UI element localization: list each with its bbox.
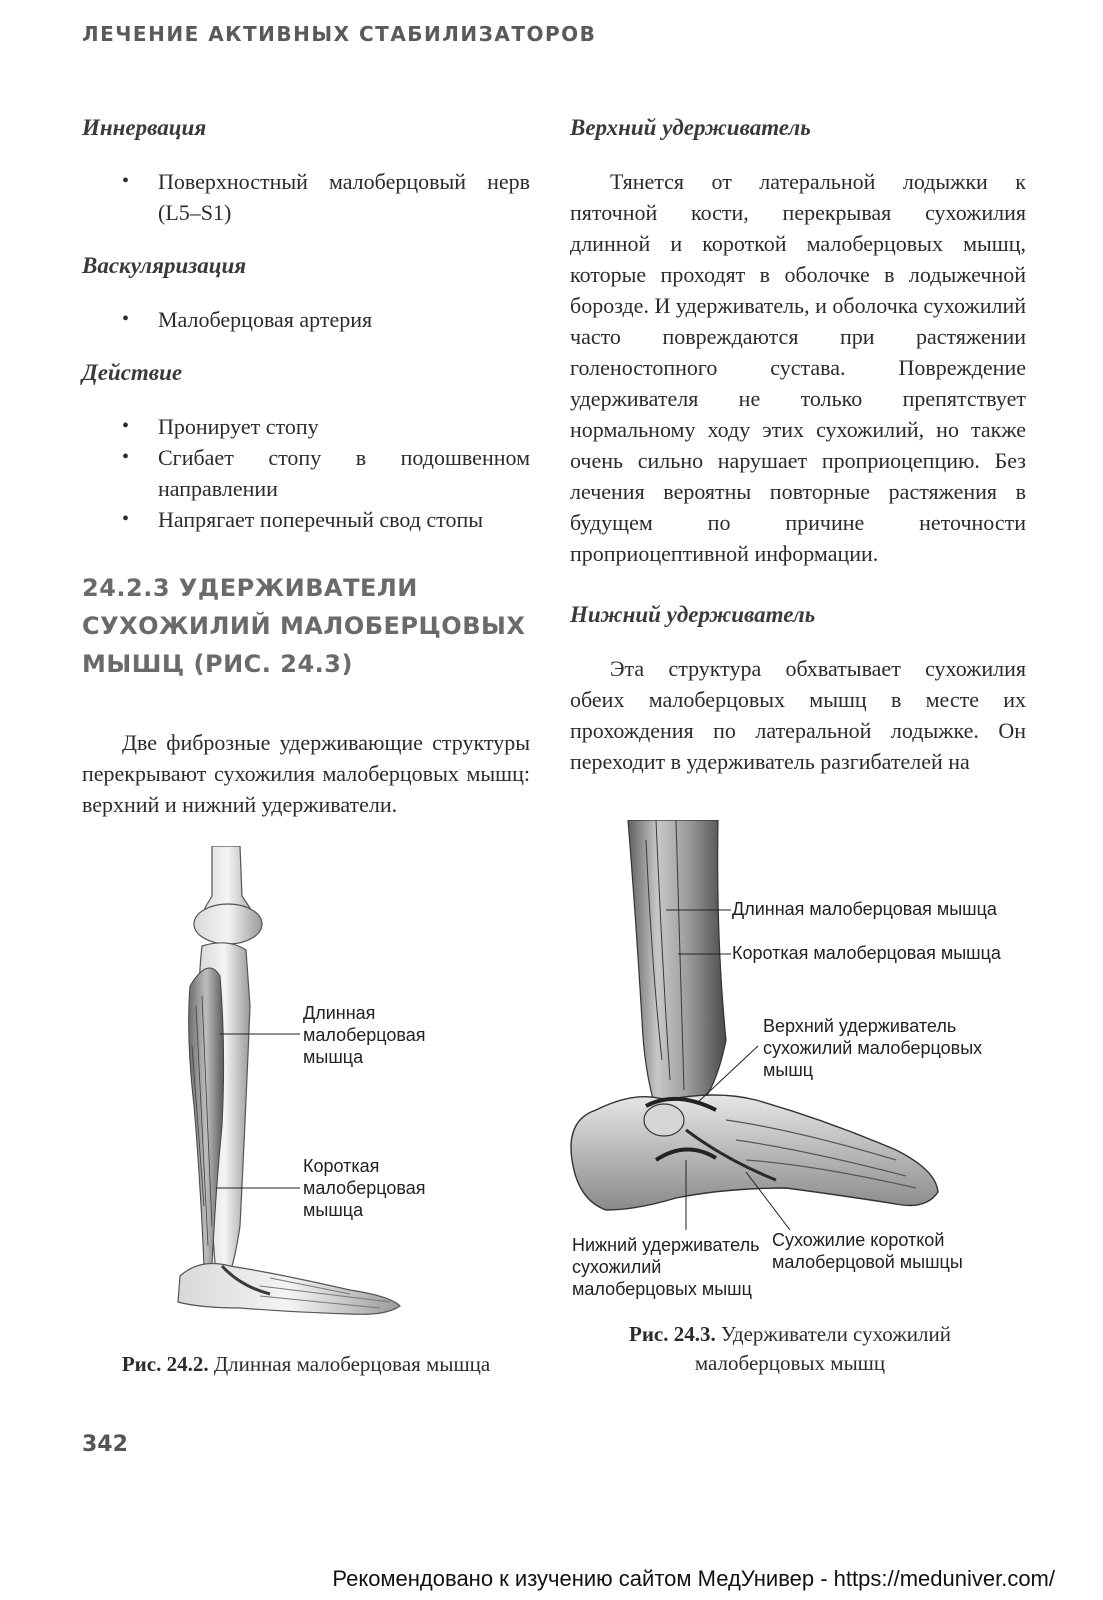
figure-24-2-caption <box>82 1350 530 1379</box>
footer-note: Рекомендовано к изучению сайтом МедУнивер - https://meduniver.com/ <box>332 1566 1055 1591</box>
section-paragraph: Две фиброзные удерживающие структуры перекрывают сухожилия малоберцовых мышц: верхний и нижний удерживатели. <box>82 730 530 817</box>
figure-24-3-caption-number: Рис. 24.3. <box>629 1322 716 1346</box>
running-title: ЛЕЧЕНИЕ АКТИВНЫХ СТАБИЛИЗАТОРОВ <box>82 22 597 46</box>
page-number: 342 <box>82 1432 128 1457</box>
vascularization-list <box>82 304 530 335</box>
inferior-retinaculum-paragraph: Эта структура обхватывает сухожилия обеих малоберцовых мышц в месте их прохождения по латеральной лодыжке. Он переходит в удерживатель разгибателей на <box>570 656 1026 774</box>
right-column <box>570 112 1026 777</box>
figure-24-3-label-short: Короткая малоберцовая мышца <box>732 943 1001 963</box>
leg-illustration <box>150 846 450 1336</box>
figure-24-3-label-inferior: Нижний удерживатель сухожилий малоберцовых мышц <box>572 1235 760 1299</box>
figure-24-2-caption-number: Рис. 24.2. <box>121 1352 209 1376</box>
figure-24-3-label-superior: Верхний удерживатель сухожилий малоберцовых мышц <box>763 1016 983 1080</box>
figure-24-2-label-long: Длинная малоберцовая мышца <box>303 1003 426 1067</box>
list-item: • Пронирует стопу <box>82 411 530 442</box>
bullet-icon: • <box>122 308 130 330</box>
bullet-icon: • <box>122 415 130 437</box>
superior-retinaculum-paragraph: Тянется от латеральной лодыжки к пяточной кости, перекрывая сухожилия длинной и короткой малоберцовых мышц, которые проходят в оболочке в лодыжечной борозде. И удерживатель, и оболочка сухожилий часто повреждаются при растяжении голеностопного сустава. Повреждение удерживателя не только препятствует нормальному ходу этих сухожилий, но также очень сильно нарушает проприоцепцию. Без лечения вероятны повторные растяжения в будущем по причине неточности проприоцептивной информации. <box>570 169 1026 566</box>
left-column <box>82 112 530 820</box>
bullet-icon: • <box>122 170 130 192</box>
figure-24-2-caption-text: Длинная малоберцовая мышца <box>208 1352 491 1376</box>
vascularization-heading: Васкуляризация <box>82 253 247 278</box>
list-item: • Сгибает стопу в подошвенном направлении <box>82 442 530 504</box>
innervation-heading: Иннервация <box>82 115 207 140</box>
inferior-retinaculum-heading: Нижний удерживатель <box>570 602 816 627</box>
figure-24-3-caption-text: Удерживатели сухожилий малоберцовых мышц <box>694 1322 951 1375</box>
list-item: • Малоберцовая артерия <box>82 304 530 335</box>
bullet-icon: • <box>122 508 130 530</box>
action-heading: Действие <box>82 360 183 385</box>
figure-24-2 <box>150 846 450 1336</box>
figure-24-3-caption <box>590 1320 990 1378</box>
figure-24-3-label-tendon: Сухожилие короткой малоберцовой мышцы <box>772 1230 963 1272</box>
figure-24-2-label-short: Короткая малоберцовая мышца <box>303 1156 426 1220</box>
figure-24-3-label-long: Длинная малоберцовая мышца <box>732 899 997 919</box>
bullet-icon: • <box>122 446 130 468</box>
action-list <box>82 411 530 535</box>
list-item: • Поверхностный малоберцовый нерв (L5–S1) <box>82 166 530 228</box>
innervation-list <box>82 166 530 228</box>
superior-retinaculum-heading: Верхний удерживатель <box>570 115 811 140</box>
section-title: 24.2.3 УДЕРЖИВАТЕЛИ СУХОЖИЛИЙ МАЛОБЕРЦОВЫХ МЫШЦ (РИС. 24.3) <box>82 574 526 678</box>
list-item: • Напрягает поперечный свод стопы <box>82 504 530 535</box>
